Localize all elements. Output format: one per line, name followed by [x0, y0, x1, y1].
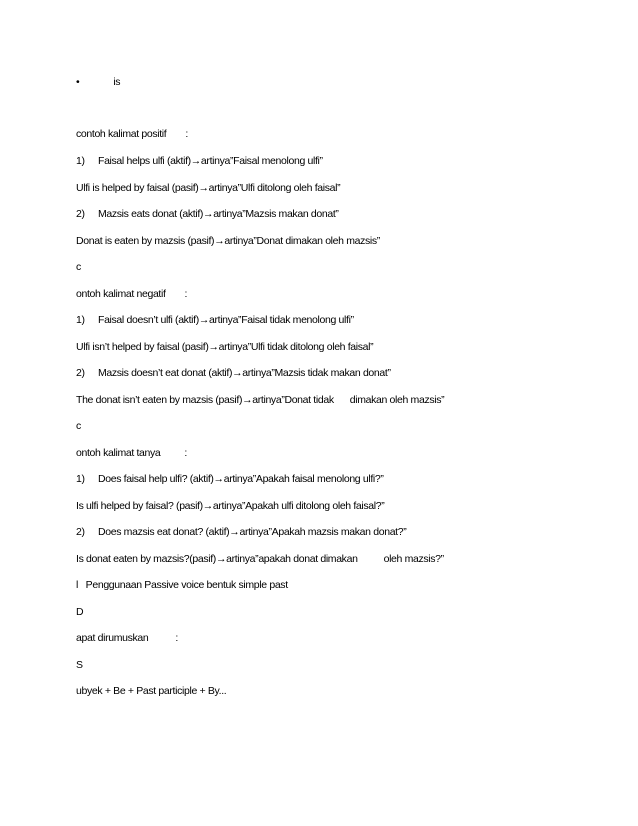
letter-c-1: c: [76, 261, 81, 273]
line-negative-1-active: 1) Faisal doesn’t ulfi (aktif)→artinya”Faisal tidak menolong ulfi”: [76, 314, 354, 326]
bullet: •: [76, 76, 80, 88]
line-negative-2-active: 2) Mazsis doesn’t eat donat (aktif)→artinya”Mazsis tidak makan donat”: [76, 367, 391, 379]
letter-d: D: [76, 606, 84, 618]
line-question-1-passive: Is ulfi helped by faisal? (pasif)→artinya”Apakah ulfi ditolong oleh faisal?”: [76, 500, 385, 512]
line-dirumuskan: apat dirumuskan :: [76, 632, 178, 644]
line-negative-1-passive: Ulfi isn’t helped by faisal (pasif)→artinya”Ulfi tidak ditolong oleh faisal”: [76, 341, 374, 353]
line-positive-1-active: 1) Faisal helps ulfi (aktif)→artinya”Faisal menolong ulfi”: [76, 155, 323, 167]
line-negative-2-passive: The donat isn’t eaten by mazsis (pasif)→artinya”Donat tidak dimakan oleh mazsis”: [76, 394, 445, 406]
line-positive-2-passive: Donat is eaten by mazsis (pasif)→artinya”Donat dimakan oleh mazsis”: [76, 235, 380, 247]
letter-s: S: [76, 659, 83, 671]
heading-negative: ontoh kalimat negatif :: [76, 288, 188, 300]
line-question-1-active: 1) Does faisal help ulfi? (aktif)→artinya”Apakah faisal menolong ulfi?”: [76, 473, 384, 485]
line-formula: ubyek + Be + Past participle + By...: [76, 685, 227, 697]
line-question-2-passive: Is donat eaten by mazsis?(pasif)→artinya”apakah donat dimakan oleh mazsis?”: [76, 553, 444, 565]
heading-positive: contoh kalimat positif :: [76, 128, 188, 140]
heading-question: ontoh kalimat tanya :: [76, 447, 187, 459]
line-question-2-active: 2) Does mazsis eat donat? (aktif)→artinya”Apakah mazsis makan donat?”: [76, 526, 407, 538]
line-positive-2-active: 2) Mazsis eats donat (aktif)→artinya”Mazsis makan donat”: [76, 208, 339, 220]
letter-c-2: c: [76, 420, 81, 432]
line-positive-1-passive: Ulfi is helped by faisal (pasif)→artinya”Ulfi ditolong oleh faisal”: [76, 182, 341, 194]
bullet-text: is: [113, 76, 121, 88]
bullet-line: [76, 75, 120, 89]
line-simple-past-heading: l Penggunaan Passive voice bentuk simple past: [76, 579, 288, 591]
